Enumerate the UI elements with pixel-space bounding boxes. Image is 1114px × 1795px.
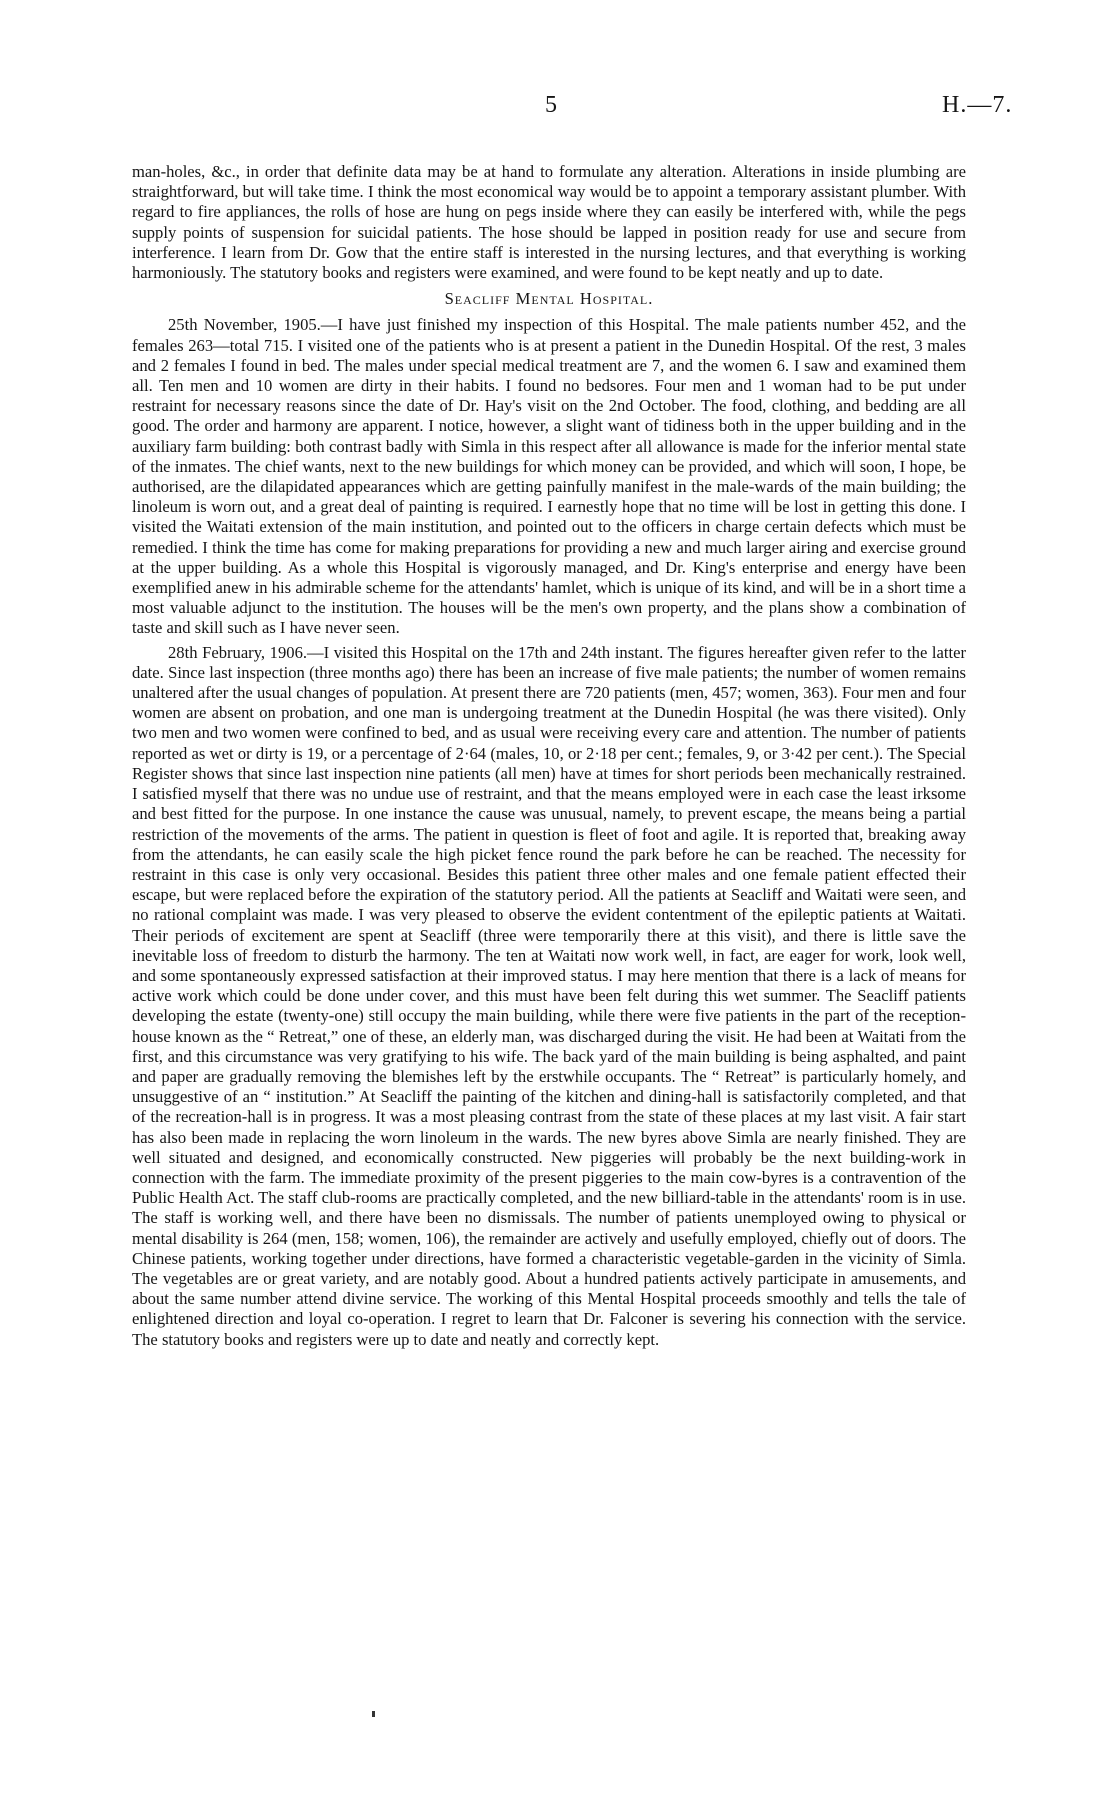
paragraph-2: 25th November, 1905.—I have just finished my inspection of this Hospital. The male patients number 452, and the females 263—total 715. I visited one of the patients who is at present a patient in the Dunedin Hospital. Of the rest, 3 males and 2 females I found in bed. The males under special medical treatment are 7, and the women 6. I saw and examined them all. Ten men and 10 women are dirty in their habits. I found no bedsores. Four men and 1 woman had to be put under restraint for necessary reasons since the date of Dr. Hay's visit on the 2nd October. The food, clothing, and bedding are all good. The order and harmony are apparent. I notice, however, a slight want of tidiness both in the upper building and in the auxiliary farm building: both contrast badly with Simla in this respect after all allowance is made for the inferior mental state of the inmates. The chief wants, next to the new buildings for which money can be provided, and which will soon, I hope, be authorised, are the dilapidated appearances which are getting painfully manifest in the male-wards of the main building; the linoleum is worn out, and a great deal of painting is required. I earnestly hope that no time will be lost in getting this done. I visited the Waitati extension of the main institution, and pointed out to the officers in charge certain defects which must be remedied. I think the time has come for making preparations for providing a new and much larger airing and exercise ground at the upper building. As a whole this Hospital is vigorously managed, and Dr. King's enterprise and energy have been exemplified anew in his admirable scheme for the attendants' hamlet, which is unique of its kind, and will be in a short time a most valuable adjunct to the institution. The houses will be the men's own property, and the plans show a combination of taste and skill such as I have never seen. [132,315,966,638]
document-body [132,162,966,1350]
paragraph-3: 28th February, 1906.—I visited this Hospital on the 17th and 24th instant. The figures hereafter given refer to the latter date. Since last inspection (three months ago) there has been an increase of five male patients; the number of women remains unaltered after the usual changes of population. At present there are 720 patients (men, 457; women, 363). Four men and four women are absent on probation, and one man is undergoing treatment at the Dunedin Hospital (he was there visited). Only two men and two women were confined to bed, and as usual were receiving every care and attention. The number of patients reported as wet or dirty is 19, or a percentage of 2·64 (males, 10, or 2·18 per cent.; females, 9, or 3·42 per cent.). The Special Register shows that since last inspection nine patients (all men) have at times for short periods been mechanically restrained. I satisfied myself that there was no undue use of restraint, and that the means employed were in each case the least irksome and best fitted for the purpose. In one instance the cause was unusual, namely, to prevent escape, the means being a partial restriction of the movements of the arms. The patient in question is fleet of foot and agile. It is reported that, breaking away from the attendants, he can easily scale the high picket fence round the park before he can be reached. The necessity for restraint in this case is only very occasional. Besides this patient three other males and one female patient effected their escape, but were replaced before the expiration of the statutory period. All the patients at Seacliff and Waitati were seen, and no rational complaint was made. I was very pleased to observe the evident contentment of the epileptic patients at Waitati. Their periods of excitement are spent at Seacliff (three were temporarily there at this visit), and there is little save the inevitable loss of freedom to disturb the harmony. The ten at Waitati now work well, in fact, are eager for work, look well, and some spontaneously expressed satisfaction at their improved status. I may here mention that there is a lack of means for active work which could be done under cover, and this must have been felt during this wet summer. The Seacliff patients developing the estate (twenty-one) still occupy the main building, while there were five patients in the part of the reception-house known as the “ Retreat,” one of these, an elderly man, was discharged during the visit. He had been at Waitati from the first, and this circumstance was very gratifying to his wife. The back yard of the main building is being asphalted, and paint and paper are gradually removing the blemishes left by the erstwhile occupants. The “ Retreat” is particularly homely, and unsuggestive of an “ institution.” At Seacliff the painting of the kitchen and dining-hall is satisfactorily completed, and that of the recreation-hall is in progress. It was a most pleasing contrast from the state of these places at my last visit. A fair start has also been made in replacing the worn linoleum in the wards. The new byres above Simla are nearly finished. They are well situated and designed, and economically constructed. New piggeries will probably be the next building-work in connection with the farm. The immediate proximity of the present piggeries to the main cow-byres is a contravention of the Public Health Act. The staff club-rooms are practically completed, and the new billiard-table in the attendants' room is in use. The staff is working well, and there have been no dismissals. The number of patients unemployed owing to physical or mental disability is 264 (men, 158; women, 106), the remainder are actively and usefully employed, chiefly out of doors. The Chinese patients, working together under directions, have formed a characteristic vegetable-garden in the vicinity of Simla. The vegetables are or great variety, and are notably good. About a hundred patients actively participate in amusements, and about the same number attend divine service. The working of this Mental Hospital proceeds smoothly and tells the tale of enlightened direction and loyal co-operation. I regret to learn that Dr. Falconer is severing his connection with the service. The statutory books and registers were up to date and neatly and correctly kept. [132,642,966,1349]
page-number: 5 [545,92,557,118]
section-heading: Seacliff Mental Hospital. [444,289,654,309]
document-code: H.—7. [942,92,1013,118]
print-mark [372,1711,375,1717]
paragraph-1: man-holes, &c., in order that definite data may be at hand to formulate any alteration. Alterations in inside plumbing are straightforward, but will take time. I think the most economical way would be to appoint a temporary assistant plumber. With regard to fire appliances, the rolls of hose are hung on pegs inside where they can easily be interfered with, while the pegs supply points of suspension for suicidal patients. The hose should be lapped in position ready for use and secure from interference. I learn from Dr. Gow that the entire staff is interested in the nursing lectures, and that everything is working harmoniously. The statutory books and registers were examined, and were found to be kept neatly and up to date. [132,162,966,283]
